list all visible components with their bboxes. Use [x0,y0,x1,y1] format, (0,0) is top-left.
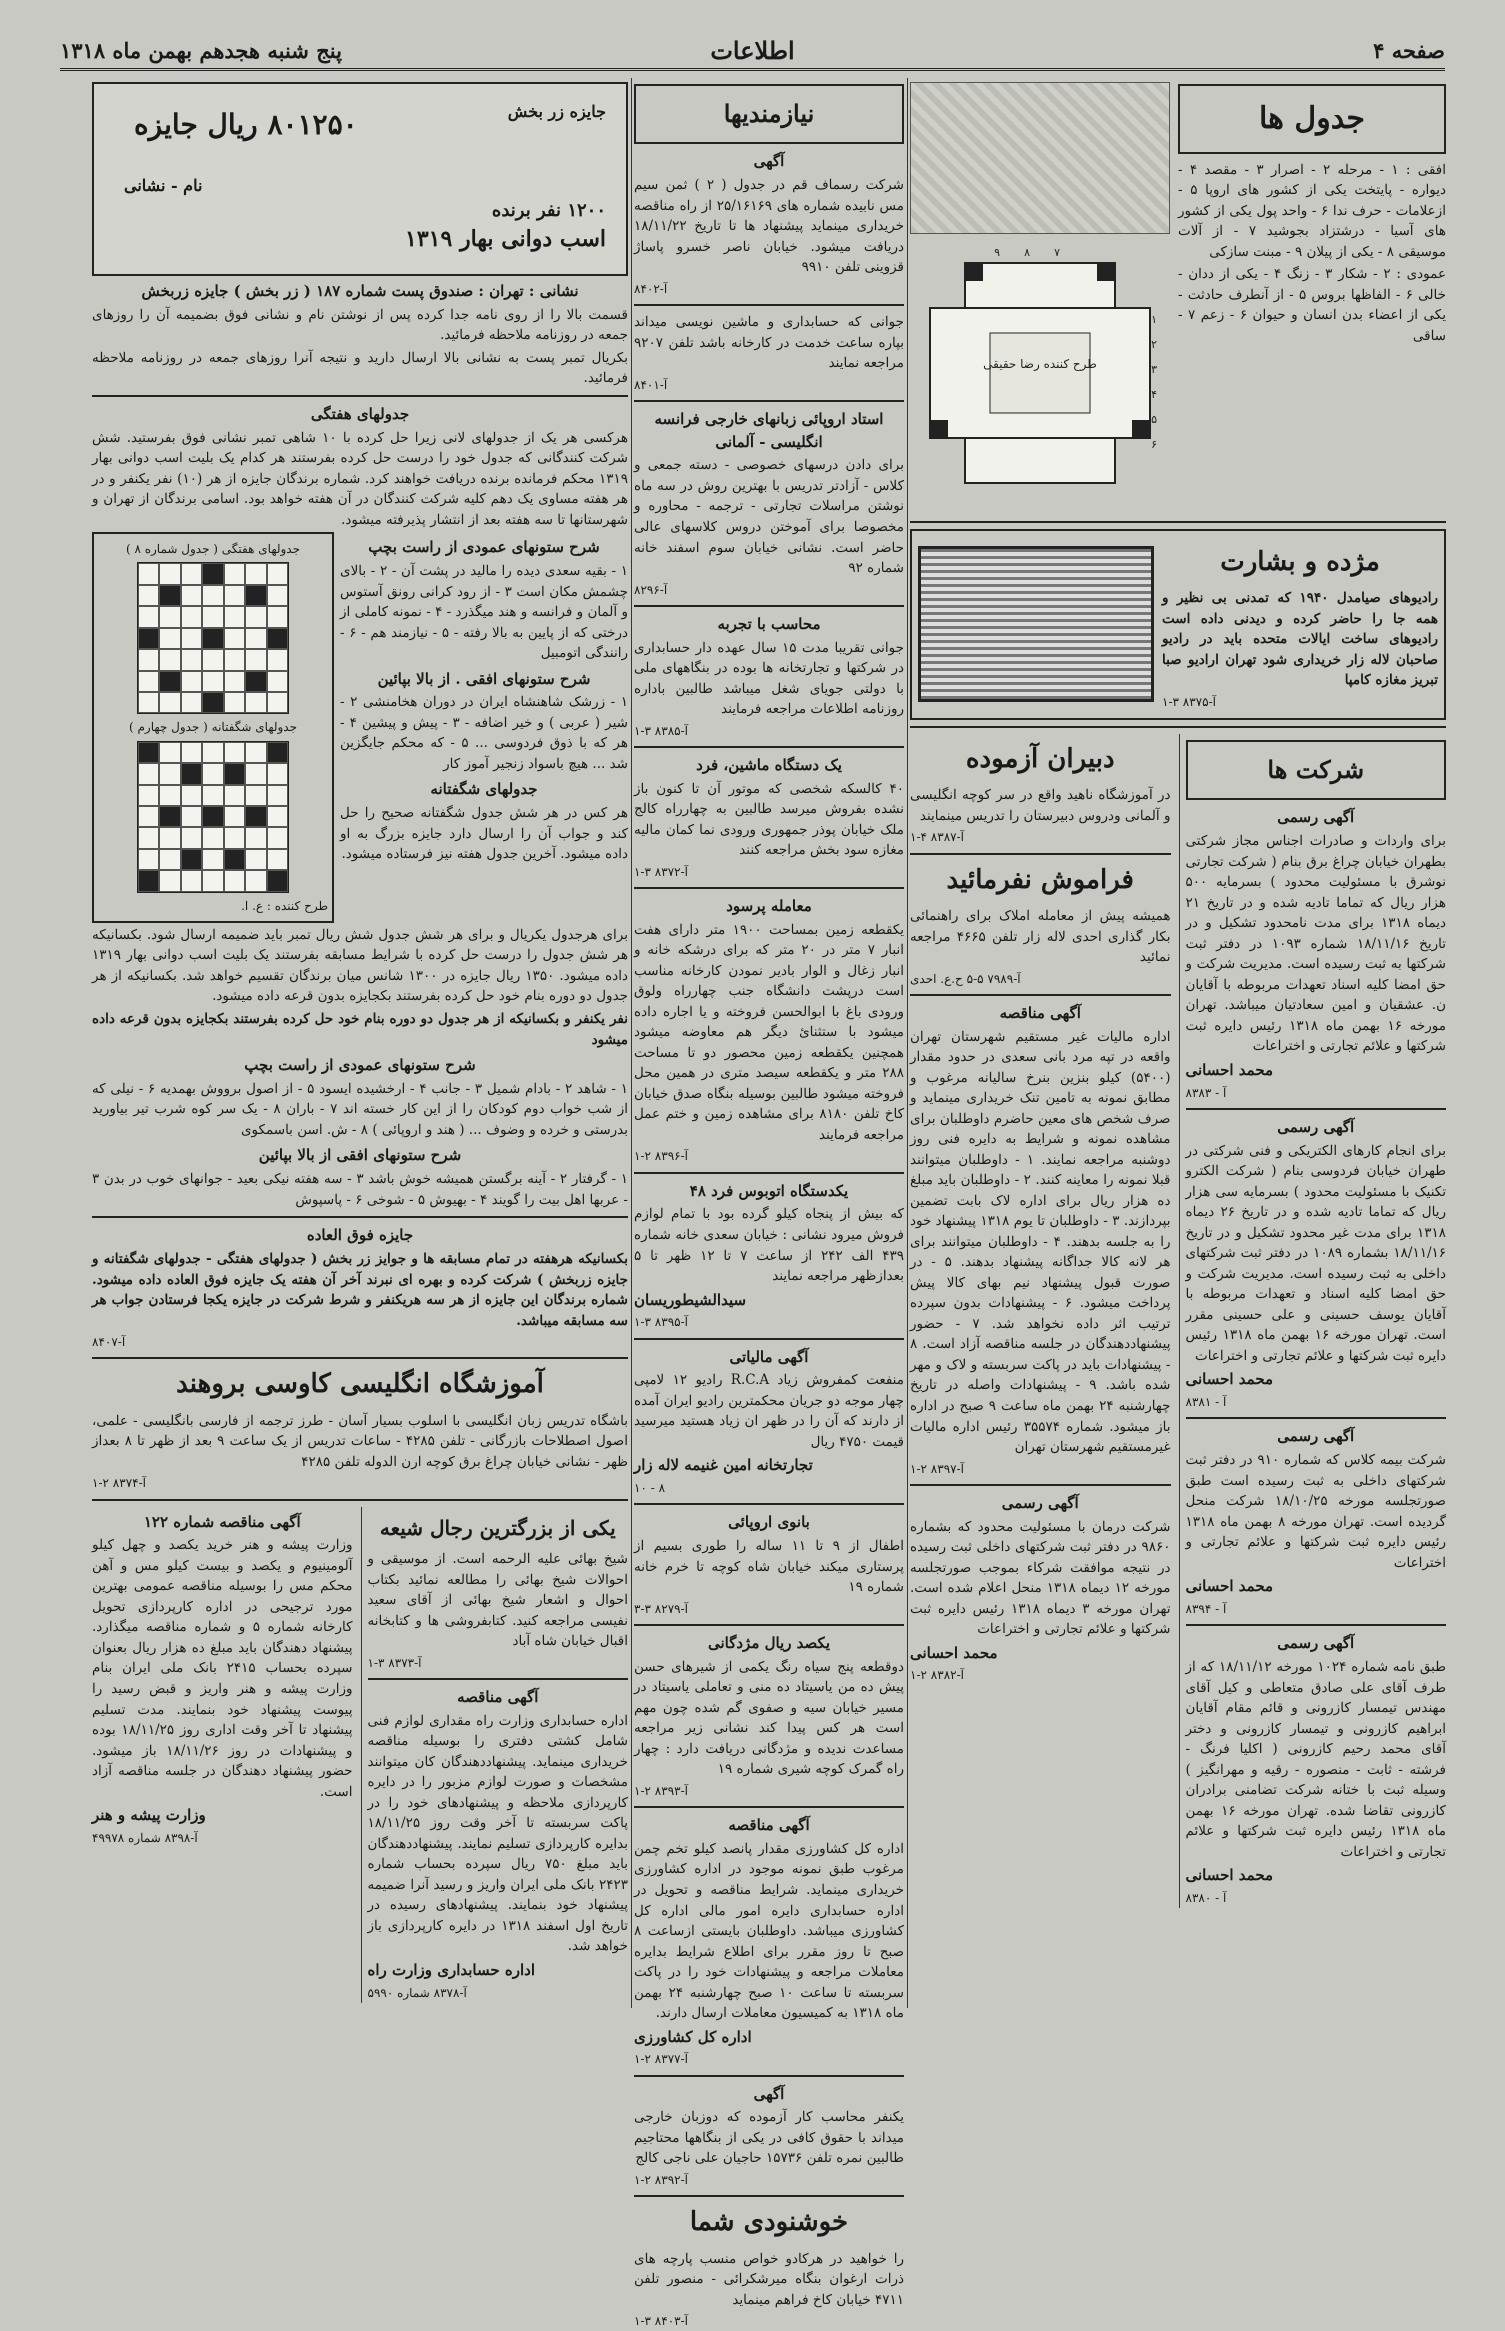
surprise-grid [137,741,289,893]
notice-heading: آگهی رسمی [1277,808,1355,827]
ad-body: دوقطعه پنج سیاه رنگ یکمی از شیرهای حسن پیش ده من یاسیتاد ده منی و تعاملی یاسیتاد در مسیر خیابان سیه و صفوی گم شده چون مهم است هر کس پیدا کند نشانی زیر مراجعه مساعدت ندیده و مژدگانی دریافت دارد : چهار راه گمرک کوچه شیری شماره ۱۹ [634,1658,904,1778]
crossword-number: ۳ [1151,363,1157,376]
joyful-body: را خواهید در هرکادو خواص منسب پارچه های ذرات ارغوان بنگاه میرشکرائی - منصور تلفن ۴۷۱۱ خیابان کاخ فراهم مینماید [634,2250,904,2308]
ad-code: آ-۸۴۰۲ [634,281,668,296]
radio-ad-body: رادیوهای صیامدل ۱۹۴۰ که تمدنی بی نظیر و همه جا را حاضر کرده و دیدنی داده است رادیوهای ساخت ایالات متحده باید در رادیو صاحبان لاله زار خریداری شود تهران ارادیو صبا تبریز مغازه کامپا [1162,590,1438,689]
notice-code: آ - ۸۳۹۴ [1185,1602,1227,1616]
ad-body: اطفال از ۹ تا ۱۱ ساله را طوری بسیم از پرستاری میکند خیابان شاه کوچه تا خرم خانه شماره ۱۹ [634,1538,905,1596]
official-bottom-body: شرکت درمان با مسئولیت محدود که بشماره ۹۸۶۰ در دفتر ثبت شرکتهای داخلی ثبت رسیده در نتیجه موافقت شرکاء بموجب صورتجلسه مورخه ۱۲ دیماه ۱۳۱۸ منحل اعلام شده است. تهران مورخه ۳ دیماه ۱۳۱۸ رئیس دایره ثبت شرکتها و علائم تجارتی و اختراعات [910,1518,1171,1638]
shia-code: آ-۸۳۷۳ ۳-۱ [367,1655,422,1670]
ad-body: یکقطعه زمین بمساحت ۱۹۰۰ متر دارای هفت انبار ۷ متر در ۲۰ متر که برای درشکه خانه و انبار زغال و الوار بادیر نمودن کارخانه مناسب است درپشت دانشگاه جنب چهارراه ولوق ورودی باغ با ابوالحسن فروخته و یا اجاره داده میشود با ستثنائ دیگر هم معاوضه میشود همچنین یکقطعه زمین محصور دو تا مساحت ۲۸۸ متر و یکقطعه سیصد متری در همین محل فروخته میشود طالبین بوسیله بنگاه صدق خیابان کاخ تلفن ۸۱۸۰ برای مشاهده زمین و ختم عمل مراجعه فرمایند [634,921,905,1143]
weekly-grid [137,562,289,714]
ad-body: ۴۰ کالسکه شخصی که موتور آن تا کنون باز نشده بفروش میرسد طالبین به چهارراه کالج ملک خیابان پوذر جمهوری ورودی نما کمان مالیه مغازه سود بخش مراجعه کنند [634,780,904,859]
joyful-title: خوشنودی شما [689,2207,849,2238]
ad-body: جوانی تقریبا مدت ۱۵ سال عهده دار حسابداری در شرکتها و تجارتخانه ها بوده در بنگاههای ملی با دولتی جویای شغل میباشد طالبین باداره روزنامه اطلاعات مراجعه فرمایند [634,639,904,718]
radio-ad [910,529,1446,720]
ticket-count: ۱۲۰۰ نفر برنده [491,199,606,221]
diran-code: آ-۸۳۸۷ ۴-۱ [910,830,964,845]
ad-code: آ-۸۳۹۳ ۲-۱ [634,1783,688,1798]
puzzle-address: نشانی : تهران : صندوق پست شماره ۱۸۷ ( زر بخش ) جایزه زربخش [141,282,579,300]
tender-122-code: آ-۸۳۹۸ شماره ۴۹۹۷۸ [92,1830,198,1845]
surprise-body: هر کس در هر شش جدول شگفتانه صحیح را حل کند و جواب آن را ارسال دارد جایزه بزرگ به او داده میشود. آخرین جدول هفته نیز فرستاده میشود. [340,805,628,863]
tender-left-body: اداره حسابداری وزارت راه مقداری لوازم فنی شامل کشتی دفتری را بوسیله مناقصه خریداری مینماید. پیشنهاددهندگان کان میتوانند مشخصات و صورت لوازم مزبور را در دایره کارپردازی ملاحظه و پیشنهادهای خود را در پاکت سربسته تا آخر وقت روز ۱۸/۱۱/۲۵ بدایره کارپردازی تسلیم نمایند. پیشنهاددهندگان باید مبلغ ۷۵۰ ریال سپرده بحساب شماره ۲۴۲۳ بانک ملی ایران واریز و رسید آنرا ضمیمه پیشنهاد خود بنمایند. پیشنهادهای رسیده در تاریخ اول اسفند ۱۳۱۸ در دایره کارپردازی باز خواهد شد. [367,1712,628,1955]
grid-label-surprise: جدولهای شگفتانه ( جدول چهارم ) [128,720,298,735]
notice-body: برای واردات و صادرات اجناس مجاز شرکتی بطهران خیابان چراغ برق بنام ( شرکت تجارتی نوشرق با مسئولیت محدود ) بسرمایه ۵۰۰ هزار ریال که تماما تادیه شده و در تاریخ ۲۱ دیماه ۱۳۱۸ برای مدت نامحدود تشکیل و در تاریخ ۱۸/۱۱/۱۶ شماره ۱۰۹۳ در دفتر ثبت شرکتها به ثبت رسیده است. مدیریت شرکت و حق امضا کلیه اسناد تعهدات مربوطه با آقایان ن. عشقیان و امین سعادتیان میباشد. تهران مورخه ۱۶ بهمن ماه ۱۳۱۸ رئیس دایره ثبت شرکتها و علائم تجارتی و اختراعات [1185,833,1447,1055]
issue-date: پنج شنبه هجدهم بهمن ماه ۱۳۱۸ [60,38,342,63]
notice-signature: محمد احسانی [1185,1866,1274,1885]
ad-heading: یکصد ریال مژدگانی [707,1634,831,1653]
notice-signature: محمد احسانی [1185,1577,1274,1596]
prev-down-title: شرح ستونهای عمودی از راست بچپ [244,1056,476,1075]
notice-body: طبق نامه شماره ۱۰۲۴ مورخه ۱۸/۱۱/۱۲ که از طرف آقای علی صادق متعاطی و کیل آقای مهندس تیمسار کازرونی و قائم مقام آقایان ابراهیم کازرونی و تیمسار کازرونی و دختر آقای محمد رحیم کازرونی ( اکلیا فرنگ - فرشته - ثابت - منصوره - رقیه و مهرانگیز ) وسیله ثبت با ختانه شرکت تضامنی برادران کازرونی تقاضا شده. تهران مورخه ۱۶ بهمن ماه ۱۳۱۸ رئیس دایره ثبت شرکتها و علائم تجارتی و اختراعات [1185,1659,1446,1860]
official-bottom-signature: محمد احسانی [910,1643,998,1662]
prev-across-body: ۱ - گرفتار ۲ - آینه برگستن همیشه خوش باشد ۳ - سه هفته نیکی بعید - جوانهای خوب در بدن ۳ - عربها اهل بیت را گویند ۴ - بهیوش ۵ - شوخی ۶ - پاسپوش [92,1171,628,1208]
prev-down-body: ۱ - شاهد ۲ - بادام شمیل ۳ - جانب ۴ - ارخشیده ایسود ۵ - از اصول برووش بهمدیه ۶ - نیلی که از شب خواب دوم کودکان را از این کار خسته اند ۷ - باران ۸ - یک سر کوه شرب تیر بیاورید بدرستی و خرده و وضوف ... ( هند و اروپائی ) ۸ - ش. اسن باسمکوی [92,1080,628,1138]
official-bottom-title: آگهی رسمی [1001,1493,1079,1512]
ad-code: آ-۸۳۹۶ ۲-۱ [634,1149,688,1164]
down-clues-title: شرح ستونهای عمودی از راست بچپ [368,538,600,557]
ad-heading: یکدستگاه اتوبوس فرد ۴۸ [689,1181,849,1200]
ad-code: ۱۰ - ۸ [634,1481,666,1496]
across-clues-title: شرح ستونهای افقی . از بالا بپائین [377,669,591,688]
ad-heading: آگهی مناقصه [728,1816,810,1835]
paper-name: اطلاعات [710,36,795,65]
crossword-designer: طرح کننده رضا حقیقی [983,357,1097,371]
diran-body: در آموزشگاه ناهید واقع در سر کوچه انگلیسی و آلمانی ودروس دبیرستان را تدریس مینمایند [910,787,1171,824]
notice-body: شرکت بیمه کلاس که شماره ۹۱۰ در دفتر ثبت شرکتهای داخلی به ثبت رسیده است طبق صورتجلسه مورخه ۱۸/۱۰/۲۵ شرکت منحل گردیده است. تهران مورخه ۸ بهمن ماه ۱۳۱۸ رئیس دایره ثبت شرکتها و علائم تجارتی و اختراعات [1185,1452,1446,1571]
tender-122-body: وزارت پیشه و هنر خرید یکصد و چهل کیلو آلومینیوم و یکصد و بیست کیلو مس و آهن محکم مس را بوسیله مناقصه عمومی بهترین مورد ترجیحی در اداره کارپردازی تحویل کارخانه شماره ۵ و شماره مناقصه میگذارد. پیشنهاد دهندگان باید مبلغ ده هزار ریال بعنوان سپرده بحساب ۲۴۱۵ بانک ملی ایران بنام وزارت پیشه و هنر واریز و قبض رسید را پیوست پیشنهاد خود بنمایند. مدت تسلیم پیشنهاد تا آخر وقت اداری روز ۱۸/۱۱/۲۵ بوده و پیشنهادات در روز ۱۸/۱۱/۲۶ باز میشود. حضور پیشنهاد دهندگان در جلسه مناقصه آزاد است. [92,1537,353,1800]
grid-label-weekly: جدولهای هفتگی ( جدول شماره ۸ ) [125,542,301,557]
across-clues-body: ۱ - زرشک شاهنشاه ایران در دوران هخامنشی ۲ - شیر ( عربی ) و خیر اضافه - ۳ - پیش و پیشین ۴ - هر که با ذوق فردوسی ... ۵ - که محکم جایگزین شد ... هیچ باسواد زنجیر آموز کار [340,694,628,772]
english-school-body: باشگاه تدریس زبان انگلیسی با اسلوب بسیار آسان - طرز ترجمه از فارسی بانگلیسی - علمی، اصول اصطلاحات بازرگانی - تلفن ۴۲۸۵ - ساعات تدریس از یک ساعت ۹ بعد از ظهر تا ۸ بعداز ظهر - نشانی خیابان چراغ برق کوچه ارن الدوله تلفن ۴۲۸۵ [92,1412,628,1470]
notice-signature: محمد احسانی [1185,1060,1274,1079]
puzzle-intro: بکریال تمبر پست به نشانی بالا ارسال دارید و نتیجه آنرا روزهای جمعه در روزنامه ملاحظه فرمائید. [92,349,628,387]
ad-code: آ-۸۲۷۹ ۳-۳ [634,1601,688,1616]
needs-title: نیازمندیها [634,84,904,144]
notice-body: برای انجام کارهای الکتریکی و فنی شرکتی در طهران خیابان فردوسی بنام ( شرکت الکترو تکنیک با مسئولیت محدود ) بسرمایه سی هزار ریال که تماما تادیه شده و در تاریخ ۲۶ دیماه ۱۳۱۸ برای مدت غیر محدود تشکیل و در تاریخ ۱۸/۱۱/۱۶ بشماره ۱۰۸۹ در دفتر ثبت شرکتهای داخلی به ثبت رسیده است. مدیریت شرکت و حق امضا کلیه اسناد و تعهدات مربوطه با آقایان یوسف حسینی و علی حسینی مقرر است. تهران مورخه ۱۶ بهمن ماه ۱۳۱۸ رئیس دایره ثبت شرکتها و علائم تجارتی و اختراعات [1185,1142,1446,1364]
radio-ad-title: مژده و بشارت [1220,546,1380,577]
ad-body: جوانی که حسابداری و ماشین نویسی میداند بپاره ساعت خدمت در کارخانه باشد تلفن ۹۲۰۷ مراجعه نمایند [634,314,904,372]
extra-prize-body: بکسانیکه هرهفته در تمام مسابقه ها و جوایز زر بخش ( جدولهای هفتگی - جدولهای شگفتانه و جایزه زربخش ) شرکت کرده و بهره ای نبرند آخر آن هفته یک جایزه فوق العاده داده میشود. شماره برندگان این جایزه از هر سه هریکنفر و شرط شرکت در جایزه یکجا فرستادن جواب هر سه مسابقه میباشد. [92,1251,628,1329]
extra-prize-code: آ-۸۴۰۷ [92,1335,126,1350]
puzzle-rules: برای هرجدول یکریال و برای هر شش جدول شش ریال تمبر باید ضمیمه ارسال شود. بکسانیکه هر شش جدول را درست حل کرده با شرایط مسابقه بفرستند یک بلیت اسب دوانی بهار ۱۳۱۹ داده میشود. ۱۳۵۰ ریال جایزه در ۱۳۰۰ شانس میان برندگان تقسیم خواهد شد. بکسانیکه از هر جدول دو دوره بنام خود حل کرده بفرستند بکجایزه بدون قرعه داده میشود. [92,926,629,1005]
ad-code: آ-۸۳۹۲ ۲-۱ [634,2172,688,2187]
left-column [92,78,628,2008]
radio-picture [918,546,1154,702]
companies-section [1179,734,1447,1908]
ad-body: اداره کل کشاورزی مقدار پانصد کیلو تخم چمن مرغوب طبق نمونه موجود در اداره کشاورزی خریداری مینماید. شرایط مناقصه و تحویل در اداره حسابداری دایره امور مالی اداره کل کشاورزی میباشد. داوطلبان بایستی ازساعت ۸ صبح تا روز مقرر برای اطلاع شرایط بدایره معاملات مراجعه و پیشنهادات خود را در پاکت سربسته تا ساعت ۱۰ صبح چهارشنبه ۲۴ بهمن ماه ۱۳۱۸ به کمیسیون معاملات ارسال دارند. [634,1840,904,2022]
page-number: صفحه ۴ [1373,38,1445,63]
tender-122-title: آگهی مناقصه شماره ۱۲۲ [143,1512,301,1531]
right-column [910,78,1446,2008]
extra-prize-title: جایزه فوق العاده [306,1226,414,1245]
puzzle-address-note: قسمت بالا را از روی نامه جدا کرده پس از نوشتن نام و نشانی فوق بضمیمه آن را روزهای جمعه در روزنامه ملاحظه فرمائید. [92,306,628,344]
column-rule [631,78,632,2008]
down-clues-body: ۱ - بقیه سعدی دیده را مالید در پشت آن - ۲ - بالای چشمش مکان است ۳ - از رود کرانی رونق آستوس و آلمان و فرانسه و هند میگذرد - ۴ - نمونه کاملی از درختی که از پایین به بالا رفته - ۵ - نیازمند هم - ۶ - رانندگی اتومبیل [340,563,629,662]
ticket-caption: اسب دوانی بهار ۱۳۱۹ [405,225,606,252]
tax-tender-title: آگهی مناقصه [999,1003,1081,1022]
ad-body: که بیش از پنجاه کیلو گرده بود با تمام لوازم فروش میرود نشانی : خیابان سعدی خانه شماره ۴۳۹ الف ۲۴۲ از ساعت ۷ تا ۱۲ ظهر تا ۵ بعدازظهر مراجعه نمایند [634,1206,905,1285]
official-bottom-code: آ-۸۳۸۲ ۲-۱ [910,1668,964,1683]
ad-signature: اداره کل کشاورزی [634,2027,752,2046]
ad-heading: یک دستگاه ماشین، فرد [696,755,842,774]
ad-body: منفعت کمفروش زیاد R.C.A رادیو ۱۲ لامپی چهار موجه دو جریان محکمترین رادیو ایران آمده از دارند که آن را در ظهر ان زیاد هستید میرسید قیمت ۴۷۵۰ ریال [634,1372,904,1450]
masthead [60,36,1445,71]
ticket-label: جایزه زر بخش [507,102,606,121]
shia-title: یکی از بزرگترین رجال شیعه [379,1515,616,1540]
notice-heading: آگهی رسمی [1277,1427,1355,1446]
ticket-fields: نام - نشانی [124,176,203,195]
ad-signature: تجارتخانه امین غنیمه لاله زار [634,1456,813,1475]
ad-heading: بانوی اروپائی [728,1513,810,1532]
ad-body: یکنفر محاسب کار آزموده که دوزبان خارجی میداند با حقوق کافی در یکی از بنگاهها محتاجیم طالبین نمره تلفن ۱۵۷۳۶ حاجیان علی ناجی کالج [634,2109,904,2167]
crossword-number: ۴ [1151,388,1157,401]
weekly-puzzle-title: جدولهای هفتگی [310,404,410,423]
shia-body: شیخ بهائی علیه الرحمه است. از موسیقی و احوالات شیخ بهائی را مطالعه نمائید بکتاب احوال و اشعار شیخ بهائی از آقای سعید نفیسی مراجعه کنید. کتابفروشی ها و کتابخانه اقبال خیابان شاه آباد [367,1550,628,1650]
ad-code: آ-۸۲۹۶ [634,582,668,597]
notice-code: آ - ۸۳۸۱ [1185,1395,1227,1410]
forget-body: همیشه پیش از معامله املاک برای راهنمائی بکار گذاری احدی لاله زار تلفن ۴۶۶۵ مراجعه نمائید [910,908,1171,966]
crossword-number: ۹ [994,246,1000,259]
tender-left-signature: اداره حسابداری وزارت راه [367,1960,535,1979]
ad-heading: محاسب با تجربه [717,614,821,633]
tender-left-title: آگهی مناقصه [457,1687,539,1706]
crossword-number: ۵ [1151,413,1157,426]
notice-signature: محمد احسانی [1185,1370,1274,1389]
surprise-title: جدولهای شگفتانه [430,780,538,799]
companies-title: شرکت ها [1186,740,1447,800]
english-school-code: آ-۸۳۷۴ ۲-۱ [92,1476,146,1491]
tax-tender-code: آ-۸۳۹۷ ۲-۱ [910,1461,964,1476]
ad-heading: استاد اروپائی زبانهای خارجی فرانسه انگلیسی - آلمانی [654,409,884,451]
joyful-code: آ-۸۴۰۳ ۳-۱ [634,2314,688,2329]
crossword-down: عمودی : ۲ - شکار ۳ - زنگ ۴ - یکی از ددان - خالی ۶ - الفاظها بروس ۵ - از آنطرف حادثت - یکی از اعضاء بدن انسان و حیوان ۶ - زعم ۷ - ساقی [1178,266,1446,344]
prev-across-title: شرح ستونهای افقی از بالا بپائین [258,1146,462,1165]
ad-heading: آگهی مالیاتی [729,1347,809,1366]
crossword-number: ۶ [1151,438,1157,451]
crossword-grid [910,238,1170,508]
forget-code: آ-۷۹۸۹ ۵-۵ ح.ع. احدی [910,971,1021,986]
column-rule [907,78,908,2008]
crossword-number: ۷ [1054,246,1060,259]
ad-code: آ-۸۳۸۵ ۳-۱ [634,723,688,738]
ad-heading: آگهی [753,2084,785,2103]
tender-122-signature: وزارت پیشه و هنر [92,1806,206,1825]
ad-body: شرکت رسماف قم در جدول ( ۲ ) ثمن سیم مس نابیده شماره های ۲۵/۱۶۱۶۹ از راه مناقصه خریداری مینماید پیشنهاد ها تا تاریخ ۱۸/۱۱/۲۲ دریافت میشود. خیابان ناصر خسرو پاساژ قزوینی تلفن ۹۹۱۰ [634,177,904,276]
ad-code: آ-۸۳۷۲ ۳-۱ [634,864,688,879]
forget-title: فراموش نفرمائید [946,864,1134,895]
lottery-ticket [92,82,628,276]
ad-signature: سیدالشیطوریسان [634,1290,747,1309]
crossword-number: ۸ [1024,246,1030,259]
crossword-illustration [910,82,1170,234]
ad-heading: معامله پرسود [726,896,812,915]
puzzle-rules-bold: نفر یکنفر و بکسانیکه از هر جدول دو دوره بنام خود حل کرده بفرستند بکجایزه بدون قرعه داده میشود [92,1011,628,1048]
tax-tender-body: اداره مالیات غیر مستقیم شهرستان تهران واقعه در تپه مرد بانی سعدی در حدود مقدار (۵۴۰۰) کیلو بنزین بنرخ سالیانه مرغوب و مطابق نمونه به تامین تنک خریداری مینماید و صرف شخص های معین حاضرم داوطلبان برای مشاهده نمونه و شرایط به دایره فنی روز دوشنبه مراجعه نمایند. ۱ - داوطلبان میتوانند قبلا نمونه را معاینه کنند. ۲ - داوطلبان باید مبلغ ده هزار ریال برای اداره لاک بابت تضمین بپردازند. ۳ - داوطلبان تا یوم ۱۳۱۸ پیشنهاد خود را به جلسه بدهند. ۴ - داوطلبان میتوانند برای هر لانه کالا جداگانه پیشنهاد بدهند. ۵ - در صورت قبول پیشنهاد نیم بهای کالا پیش پرداخت میشود. ۶ - پیشنهادات بدون سپرده ترتیب اثر داده نخواهد شد. ۷ - حضور پیشنهاددهندگان در جلسه مناقصه آزاد است. ۸ - پیشنهادات باید در پاکت سربسته و لاک و مهر شده باشد. ۹ - پیشنهادات واصله در تاریخ چهارشنبه ۲۴ بهمن ماه ساعت ۹ صبح در اداره باز میشود. شماره ۳۵۵۷۴ رئیس اداره مالیات غیرمستقیم شهرستان تهران [910,1028,1171,1456]
ad-code: آ-۸۴۰۱ [634,377,668,392]
grid-designer: طرح کننده : ع. ا. [241,898,328,913]
crossword-number: ۲ [1151,338,1157,351]
ad-code: آ-۸۳۹۵ ۳-۱ [634,1315,688,1330]
notice-heading: آگهی رسمی [1277,1117,1355,1136]
ad-body: برای دادن درسهای خصوصی - دسته جمعی و کلاس - آزادتر تدریس با بهترین روش در سه ماه نوشتن مراسلات تجارتی - ترجمه - محاوره و مخصوصا برای آموختن دروس کلاسهای عالی حاضر است. نشانی خیابان سوم اسفند خانه شماره ۹۲ [634,457,904,577]
weekly-puzzle-body: هرکسی هر یک از جدولهای لانی زیرا حل کرده با ۱۰ شاهی تمبر نشانی فوق بفرستید. شش شرکت کنندگانی که جدول خود را درست حل کرده بفرستند هر کدام یک بلیت اسب دوانی بهار ۱۳۱۹ محکم فرمانده برنده دریافت خواهند کرد. شماره برندگان جایزه از هر (۱۰) نفر یکنفر و در هر هفته مساوی یک دهم کلیه شرکت کنندگان در آن هفته خواهد بود. اسامی برندگان از تهران و شهرستانها تا سه هفته بعد از انتشار پذیرفته میشود. [92,429,628,528]
crossword-across: افقی : ۱ - مرحله ۲ - اصرار ۳ - مقصد ۴ - دیواره - پایتخت یکی از کشور های اروپا ۵ - ازعلامات - حرف ندا ۶ - واحد پول یکی از کشور های آسیا - درشتزاد بجوشید ۷ - از آلات موسیقی ۸ - یکی از پیلان ۹ - مبنت سازکی [1178,161,1446,260]
middle-column [634,78,905,2329]
ad-heading: آگهی [753,152,785,171]
notice-heading: آگهی رسمی [1277,1634,1355,1653]
ad-code: آ-۸۳۷۷ ۲-۱ [634,2052,688,2067]
english-school-title: آموزشگاه انگلیسی کاوسی بروهند [176,1369,544,1400]
ticket-amount: ۸۰۱۲۵۰ ریال جایزه [134,108,358,141]
crossword-title: جدول ها [1178,84,1446,154]
tender-left-code: آ-۸۳۷۸ شماره ۵۹۹۰ [367,1985,467,2000]
crossword-number: ۱ [1151,313,1157,326]
radio-ad-code: آ-۸۳۷۵ ۳-۱ [1162,694,1216,709]
notice-code: آ - ۸۳۸۰ [1185,1890,1227,1905]
diran-title: دبیران آزموده [965,743,1115,774]
notice-code: آ - ۸۳۸۳ [1185,1085,1227,1100]
